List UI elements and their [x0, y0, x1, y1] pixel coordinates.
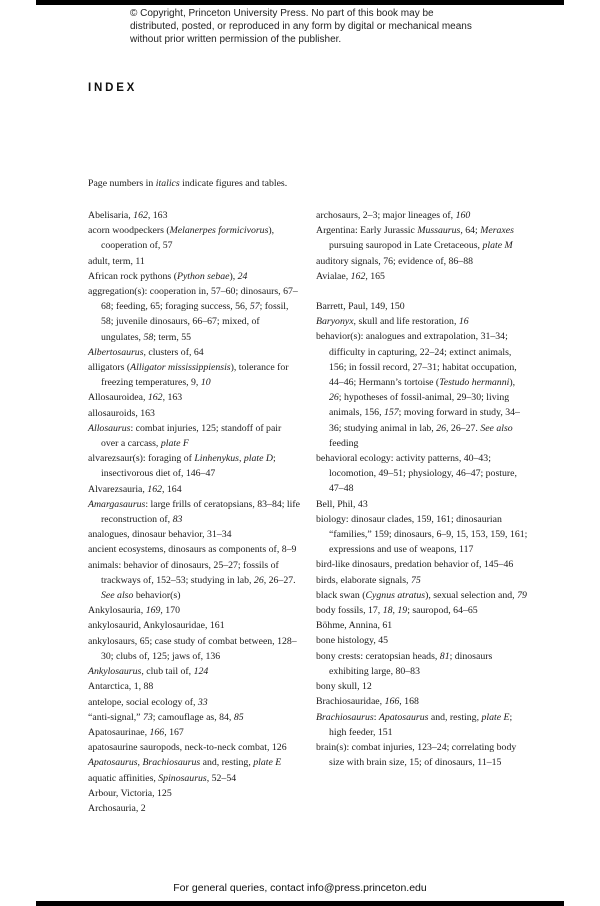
index-entry: ankylosaurs, 65; case study of combat between, 128–30; clubs of, 125; jaws of, 136: [88, 635, 297, 662]
bottom-rule: [36, 901, 564, 906]
index-entry: African rock pythons (Python sebae), 24: [88, 270, 248, 282]
index-entry: Ankylosauria, 169, 170: [88, 605, 180, 617]
index-entry: Apatosaurus, Brachiosaurus and, resting, plate E: [88, 757, 282, 769]
index-entry: black swan (Cygnus atratus), sexual selection and, 79: [316, 589, 527, 601]
index-entry: auditory signals, 76; evidence of, 86–88: [316, 255, 473, 267]
top-rule: [36, 0, 564, 5]
index-entry: ancient ecosystems, dinosaurs as components of, 8–9: [88, 544, 297, 556]
index-entry: “anti-signal,” 73; camouflage as, 84, 85: [88, 711, 244, 723]
index-columns: [88, 208, 529, 816]
index-entry: aggregation(s): cooperation in, 57–60; dinosaurs, 67–68; feeding, 65; foraging success, 56, 57; fossil, 58; juvenile dinosaurs, 66–67; mixed, of ungulates, 58; term, 55: [88, 286, 298, 343]
index-entry: antelope, social ecology of, 33: [88, 696, 208, 708]
index-column-left: [88, 208, 301, 816]
index-entry: birds, elaborate signals, 75: [316, 574, 421, 586]
index-entry: bony skull, 12: [316, 681, 372, 693]
index-entry: alligators (Alligator mississippiensis), tolerance for freezing temperatures, 9, 10: [88, 362, 289, 389]
index-entry: Brachiosauridae, 166, 168: [316, 696, 419, 708]
footer-query-note: For general queries, contact info@press.princeton.edu: [173, 882, 427, 894]
index-entry: Arbour, Victoria, 125: [88, 787, 172, 799]
index-column-right: [316, 208, 529, 816]
figures-note: Page numbers in italics indicate figures and tables.: [88, 178, 288, 189]
index-entry: Avialae, 162, 165: [316, 270, 385, 282]
index-entry: Amargasaurus: large frills of ceratopsians, 83–84; life reconstruction of, 83: [88, 498, 300, 526]
index-entry: Alvarezsauria, 162, 164: [88, 483, 182, 495]
index-entry: analogues, dinosaur behavior, 31–34: [88, 529, 232, 541]
index-entry: Bell, Phil, 43: [316, 498, 368, 510]
index-entry: adult, term, 11: [88, 255, 145, 267]
index-entry: Archosauria, 2: [88, 802, 146, 814]
page-title: INDEX: [88, 82, 138, 94]
index-entry: biology: dinosaur clades, 159, 161; dinosaurian “families,” 159; dinosaurs, 6–9, 15, 153, 159, 161; expressions and use of weapons, 117: [316, 513, 528, 556]
index-entry: bone histology, 45: [316, 635, 389, 647]
index-entry: Ankylosaurus, club tail of, 124: [88, 666, 209, 678]
index-entry: bird-like dinosaurs, predation behavior of, 145–46: [316, 559, 514, 571]
index-entry: body fossils, 17, 18, 19; sauropod, 64–65: [316, 605, 478, 617]
index-entry: Brachiosaurus: Apatosaurus and, resting, plate E; high feeder, 151: [316, 711, 513, 738]
index-entry: Baryonyx, skull and life restoration, 16: [316, 316, 469, 328]
index-entry: behavior(s): analogues and extrapolation, 31–34; difficulty in capturing, 22–24; extinct animals, 156; in fossil record, 27–31; habitat occupation, 44–46; Hermann’s tortoise (Testudo hermanni), 26; hypotheses of fossil-animal, 29–30; living animals, 156, 157; moving forward in study, 34–36; studying animal in lab, 26, 26–27. See also feeding: [316, 331, 520, 449]
index-entry: alvarezsaur(s): foraging of Linhenykus, plate D; insectivorous diet of, 146–47: [88, 453, 276, 480]
index-entry: Argentina: Early Jurassic Mussaurus, 64; Meraxes pursuing sauropod in Late Cretaceous, plate M: [316, 225, 514, 252]
index-entry: Allosaurus: combat injuries, 125; standoff of pair over a carcass, plate F: [88, 422, 282, 450]
index-entry: Abelisaria, 162, 163: [88, 210, 168, 221]
index-entry: behavioral ecology: activity patterns, 40–43; locomotion, 49–51; physiology, 46–47; posture, 47–48: [316, 453, 517, 495]
index-entry: allosauroids, 163: [88, 407, 155, 419]
index-entry: Apatosaurinae, 166, 167: [88, 726, 184, 738]
index-entry: Antarctica, 1, 88: [88, 681, 154, 693]
index-entry: ankylosaurid, Ankylosauridae, 161: [88, 620, 225, 632]
index-entry: Allosauroidea, 162, 163: [88, 392, 183, 404]
index-entry: acorn woodpeckers (Melanerpes formicivorus), cooperation of, 57: [88, 225, 275, 252]
index-entry: bony crests: ceratopsian heads, 81; dinosaurs exhibiting large, 80–83: [316, 650, 493, 677]
copyright-notice: © Copyright, Princeton University Press. No part of this book may be distributed, posted, or reproduced in any form by digital or mechanical means without prior written permission of the publisher.: [130, 8, 472, 46]
index-entry: archosaurs, 2–3; major lineages of, 160: [316, 210, 471, 221]
index-entry: aquatic affinities, Spinosaurus, 52–54: [88, 772, 237, 784]
index-entry: brain(s): combat injuries, 123–24; correlating body size with brain size, 15; of dinosaurs, 11–15: [316, 741, 517, 769]
index-entry: apatosaurine sauropods, neck-to-neck combat, 126: [88, 742, 287, 754]
index-entry: Albertosaurus, clusters of, 64: [88, 346, 204, 358]
index-entry: Böhme, Annina, 61: [316, 620, 393, 632]
index-entry: animals: behavior of dinosaurs, 25–27; fossils of trackways of, 152–53; studying in lab, 26, 26–27. See also behavior(s): [88, 559, 296, 602]
index-entry: Barrett, Paul, 149, 150: [316, 301, 405, 313]
